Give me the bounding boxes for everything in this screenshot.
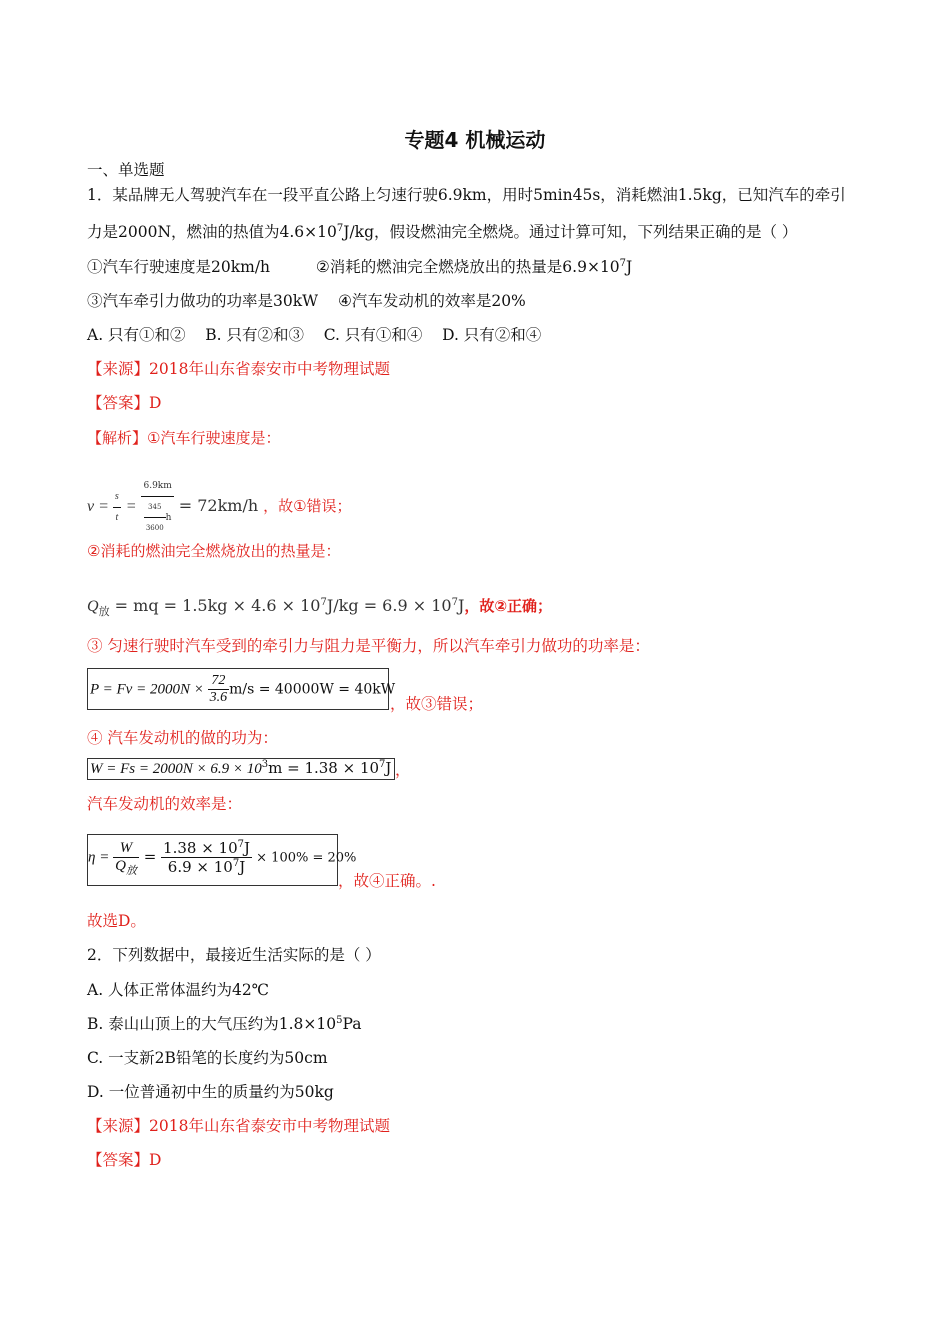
f1-den-den: 3600	[145, 524, 164, 532]
f2-exp1: 7	[320, 596, 327, 608]
f3-tail: ，故③错误；	[390, 695, 484, 713]
f5-fraction-wq	[113, 840, 139, 875]
q1-answer: 【答案】D	[87, 394, 162, 412]
q1-stem-line2	[87, 222, 797, 242]
formula-work-box	[87, 758, 395, 780]
formula-efficiency-box	[87, 834, 357, 886]
q1-item3: ③汽车牵引力做功的功率是30kW	[87, 292, 319, 310]
f3-right: m/s = 40000W = 40kW	[229, 681, 396, 698]
q1-part2-heading: ②消耗的燃油完全燃烧放出的热量是：	[87, 542, 341, 560]
q1-part3-heading: ③ 匀速行驶时汽车受到的牵引力与阻力是平衡力，所以汽车牵引力做功的功率是：	[87, 637, 650, 655]
q1-item4: ④汽车发动机的效率是20%	[337, 292, 526, 310]
f5-q: Q	[115, 858, 126, 874]
section-heading: 一、单选题	[87, 161, 165, 179]
formula-speed: v = $\frac{s}{t}$ = 6.9km $\frac{345}{3600}$ h = 72km/h ，故①错误；	[87, 476, 352, 516]
f2-body-b: J/kg = 6.9 × 10	[326, 596, 452, 615]
f5-den-a: 6.9 × 10	[167, 858, 233, 876]
f1-s: s	[113, 487, 121, 508]
q1-item1: ①汽车行驶速度是20km/h	[87, 258, 271, 276]
f1-den-unit: h	[165, 513, 172, 523]
q1-items-row2	[87, 291, 526, 311]
q1-item2	[316, 258, 632, 276]
f2-sub: 放	[98, 605, 110, 619]
f4-tail: ，	[395, 761, 411, 779]
q1-options: A. 只有①和② B. 只有②和③ C. 只有①和④ D. 只有②和④	[87, 326, 542, 344]
f5-eta: η =	[88, 849, 114, 866]
f3-den: 3.6	[209, 690, 228, 705]
f1-result: = 72km/h	[178, 496, 259, 515]
f4-exp1: 3	[261, 759, 269, 770]
f1-tail: ，故①错误；	[263, 497, 352, 515]
f5-w: W	[113, 840, 139, 858]
f1-num: 6.9km	[141, 476, 173, 497]
q2-option-b-b: Pa	[342, 1015, 362, 1033]
formula-power-box	[87, 668, 396, 710]
f2-exp2: 7	[451, 596, 458, 608]
f4-exp2: 7	[379, 759, 386, 770]
formula-heat	[87, 596, 552, 617]
q1-part5-heading: 汽车发动机的效率是：	[87, 795, 243, 813]
f4-a: W = Fs = 2000N × 6.9 × 10	[90, 761, 262, 777]
f5-fraction-values	[161, 839, 252, 876]
q2-option-a: A. 人体正常体温约为42℃	[87, 981, 270, 999]
f4-b: m = 1.38 × 10	[268, 759, 380, 777]
f1-fraction-st	[113, 487, 121, 528]
q1-conclusion: 故选D。	[87, 912, 146, 930]
q2-option-c: C. 一支新2B铅笔的长度约为50cm	[87, 1049, 328, 1067]
f1-den	[141, 497, 173, 538]
q1-stem-line1: 1．某品牌无人驾驶汽车在一段平直公路上匀速行驶6.9km，用时5min45s，消耗燃油1.5kg，已知汽车的牵引	[87, 186, 846, 204]
f1-t: t	[115, 511, 119, 523]
q2-stem: 2．下列数据中，最接近生活实际的是（ ）	[87, 946, 381, 964]
f2-body-a: = mq = 1.5kg × 4.6 × 10	[109, 596, 321, 615]
q1-stem-line2-b: J/kg，假设燃油完全燃烧。通过计算可知，下列结果正确的是（ ）	[343, 223, 798, 241]
q1-item2-a: ②消耗的燃油完全燃烧放出的热量是6.9×10	[315, 258, 620, 276]
q1-analysis-heading: 【解析】①汽车行驶速度是：	[87, 429, 281, 447]
q1-items-row1	[87, 257, 632, 277]
f3-num: 72	[208, 673, 230, 690]
q2-option-b	[87, 1014, 361, 1034]
f5-num-a: 1.38 × 10	[163, 839, 238, 857]
q2-source: 【来源】2018年山东省泰安市中考物理试题	[87, 1117, 390, 1135]
q1-part4-heading: ④ 汽车发动机的做的功为：	[87, 729, 278, 747]
f2-body-c: J	[457, 596, 465, 615]
f5-qsub: 放	[125, 865, 137, 877]
q2-option-d: D. 一位普通初中生的质量约为50kg	[87, 1083, 334, 1101]
formula-work	[90, 759, 391, 778]
q1-item2-b: J	[626, 258, 633, 276]
f2-q: Q	[87, 598, 99, 615]
formula-efficiency: η = $\frac{W}{Q_放}$ = $\frac{1.38 \times 10^7J}{6.9 \times 10^7J}$ × 100% = 20%	[88, 839, 357, 877]
f3-fraction	[208, 673, 230, 706]
q2-option-b-a: B. 泰山山顶上的大气压约为1.8×10	[87, 1015, 337, 1033]
f1-left: v =	[87, 498, 113, 515]
f5-den-b: J	[239, 858, 246, 876]
q1-stem-exp: 7	[336, 222, 344, 234]
f5-num-b: J	[244, 839, 251, 857]
q1-source: 【来源】2018年山东省泰安市中考物理试题	[87, 360, 390, 378]
f2-tail: ，故②正确；	[464, 597, 553, 615]
f5-tail: ，故④正确。.	[338, 872, 436, 890]
f1-den-num: 345	[144, 497, 166, 518]
f5-den-exp: 7	[232, 858, 240, 869]
f4-c: J	[385, 759, 392, 777]
formula-power	[90, 673, 395, 706]
page-title: 专题4 机械运动	[404, 128, 546, 152]
q1-stem-line2-a: 力是2000N，燃油的热值为4.6×10	[87, 223, 337, 241]
q2-option-b-exp: 5	[336, 1014, 343, 1026]
f5-num-exp: 7	[237, 839, 244, 850]
q2-answer: 【答案】D	[87, 1151, 162, 1169]
q1-item2-exp: 7	[619, 257, 627, 269]
f1-fraction-values	[141, 476, 173, 538]
f5-right: × 100% = 20%	[252, 850, 357, 866]
f3-left: P = Fv = 2000N ×	[90, 681, 208, 698]
